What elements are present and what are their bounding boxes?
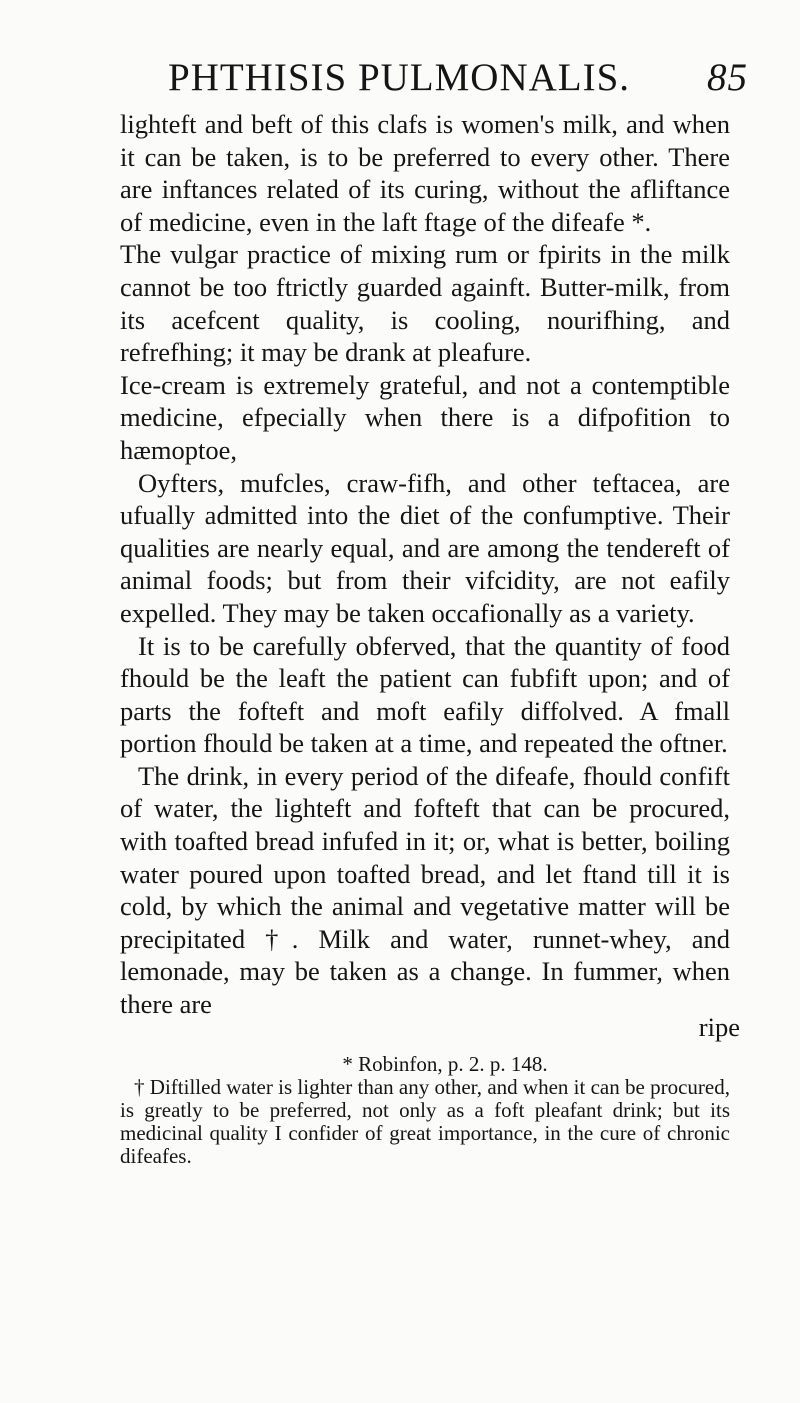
footnote-dagger: † Diftilled water is lighter than any other, and when it can be procured, is greatly to be preferred, not only as a foft pleafant drink; but its medicinal quality I confider of great importance, in the cure of chronic difeafes. bbox=[120, 1075, 730, 1168]
paragraph: Oyfters, mufcles, craw-fifh, and other teftacea, are ufually admitted into the diet of the confumptive. Their qualities are nearly equal, and are among the tendereft of animal foods; but from their vifcidity, are not eafily expelled. They may be taken occafionally as a variety. bbox=[120, 467, 730, 628]
paragraph: It is to be carefully obferved, that the quantity of food fhould be the leaft the patient can fubfift upon; and of parts the fofteft and moft eafily diffolved. A fmall portion fhould be taken at a time, and repeated the oftner. bbox=[120, 630, 730, 759]
paragraph: The drink, in every period of the difeafe, fhould confift of water, the lighteft and fofteft that can be procured, with toafted bread infufed in it; or, what is better, boiling water poured upon toafted bread, and let ftand till it is cold, by which the animal and vegetative matter will be precipitated †. Milk and water, runnet-whey, and lemonade, may be taken as a change. In fummer, when there are bbox=[120, 760, 730, 1020]
footnotes bbox=[120, 1053, 730, 1168]
running-header bbox=[168, 55, 768, 101]
footnote-star: * Robinfon, p. 2. p. 148. bbox=[342, 1052, 548, 1076]
page-title: PHTHISIS PULMONALIS. bbox=[168, 56, 631, 99]
paragraph: Ice-cream is extremely grateful, and not a contemptible medicine, efpecially when there is a difpofition to hæmoptoe, bbox=[120, 369, 730, 465]
paragraph: The vulgar practice of mixing rum or fpirits in the milk cannot be too ftrictly guarded againft. Butter-milk, from its acefcent quality, is cooling, nourifhing, and refrefhing; it may be drank at pleafure. bbox=[120, 239, 730, 368]
page-number: 85 bbox=[707, 56, 748, 99]
catchword: ripe bbox=[698, 1012, 740, 1042]
paragraph: lighteft and beft of this clafs is women's milk, and when it can be taken, is to be preferred to every other. There are inftances related of its curing, without the afliftance of medicine, even in the laft ftage of the difeafe *. bbox=[120, 109, 730, 237]
body-text bbox=[120, 108, 730, 1021]
